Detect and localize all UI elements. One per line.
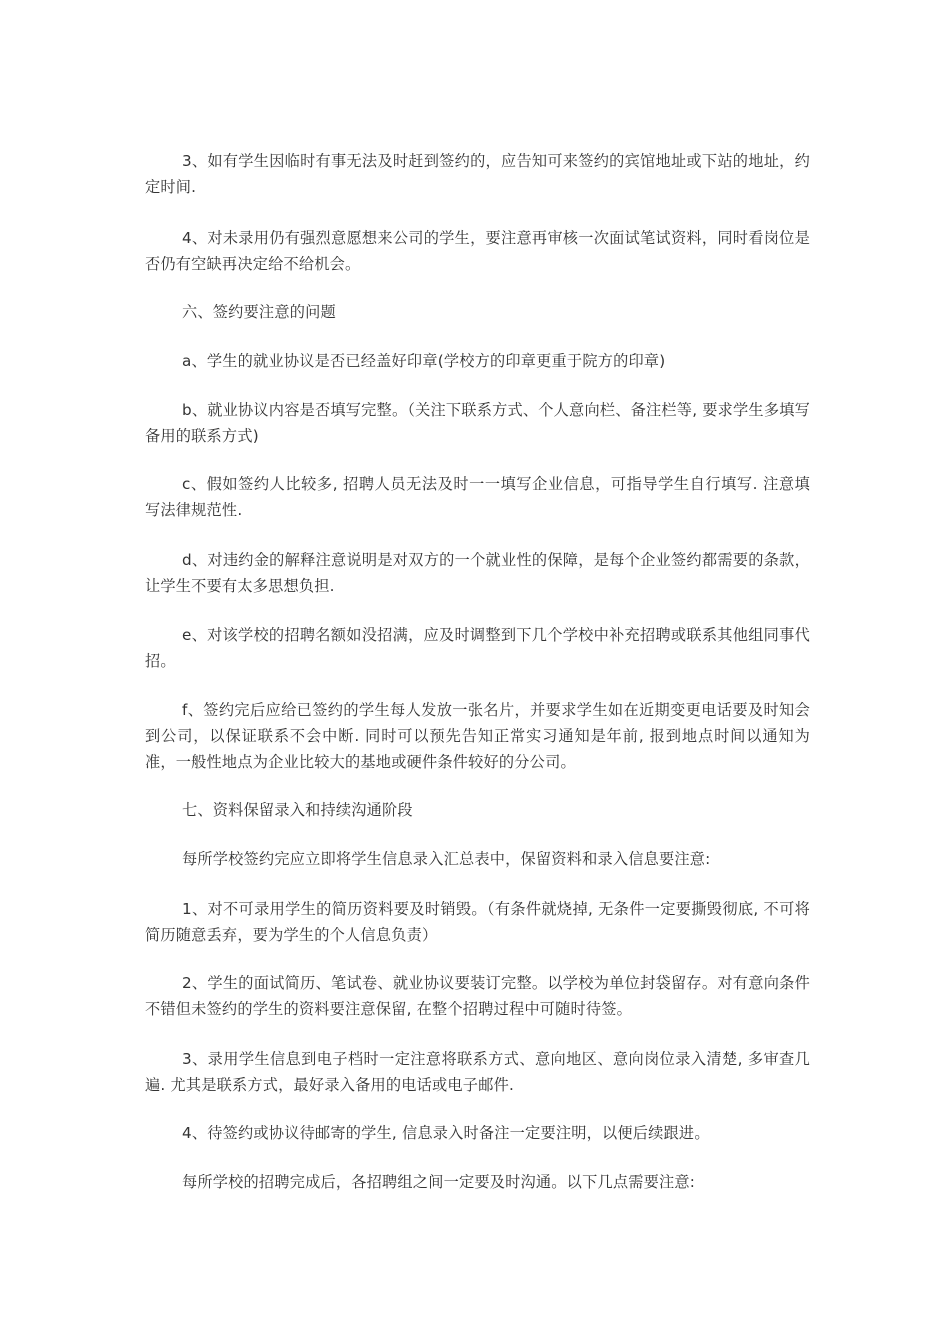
- section-heading-7: 七、资料保留录入和持续沟通阶段: [182, 801, 413, 819]
- paragraph-item-e: e、对该学校的招聘名额如没招满，应及时调整到下几个学校中补充招聘或联系其他组同事代招。: [145, 626, 810, 670]
- paragraph-records-2: 2、学生的面试简历、笔试卷、就业协议要装订完整。以学校为单位封袋留存。对有意向条件不错但未签约的学生的资料要注意保留, 在整个招聘过程中可随时待签。: [145, 974, 810, 1018]
- paragraph-signing-4: 4、对未录用仍有强烈意愿想来公司的学生，要注意再审核一次面试笔试资料，同时看岗位是否仍有空缺再决定给不给机会。: [145, 229, 810, 273]
- paragraph-signing-3: 3、如有学生因临时有事无法及时赶到签约的，应告知可来签约的宾馆地址或下站的地址，约定时间.: [145, 152, 810, 196]
- paragraph-item-f: f、签约完后应给已签约的学生每人发放一张名片，并要求学生如在近期变更电话要及时知会到公司，以保证联系不会中断. 同时可以预先告知正常实习通知是年前, 报到地点时间以通知为准，一般性地点为企业比较大的基地或硬件条件较好的分公司。: [145, 701, 810, 771]
- paragraph-records-4: 4、待签约或协议待邮寄的学生, 信息录入时备注一定要注明，以便后续跟进。: [182, 1124, 710, 1142]
- section-heading-6: 六、签约要注意的问题: [182, 303, 336, 321]
- paragraph-item-b: b、就业协议内容是否填写完整。（关注下联系方式、个人意向栏、备注栏等, 要求学生多填写备用的联系方式): [145, 401, 810, 445]
- paragraph-item-d: d、对违约金的解释注意说明是对双方的一个就业性的保障，是每个企业签约都需要的条款，让学生不要有太多思想负担.: [145, 551, 810, 595]
- paragraph-records-3: 3、录用学生信息到电子档时一定注意将联系方式、意向地区、意向岗位录入清楚, 多审查几遍. 尤其是联系方式，最好录入备用的电话或电子邮件.: [145, 1050, 810, 1094]
- paragraph-communication-intro: 每所学校的招聘完成后，各招聘组之间一定要及时沟通。以下几点需要注意:: [182, 1173, 696, 1191]
- paragraph-item-c: c、假如签约人比较多, 招聘人员无法及时一一填写企业信息，可指导学生自行填写. 注意填写法律规范性.: [145, 475, 810, 519]
- paragraph-records-1: 1、对不可录用学生的简历资料要及时销毁。（有条件就烧掉, 无条件一定要撕毁彻底, 不可将简历随意丢弃，要为学生的个人信息负责）: [145, 900, 810, 944]
- paragraph-item-a: a、学生的就业协议是否已经盖好印章(学校方的印章更重于院方的印章): [182, 352, 666, 370]
- paragraph-intro-records: 每所学校签约完应立即将学生信息录入汇总表中，保留资料和录入信息要注意:: [182, 850, 711, 868]
